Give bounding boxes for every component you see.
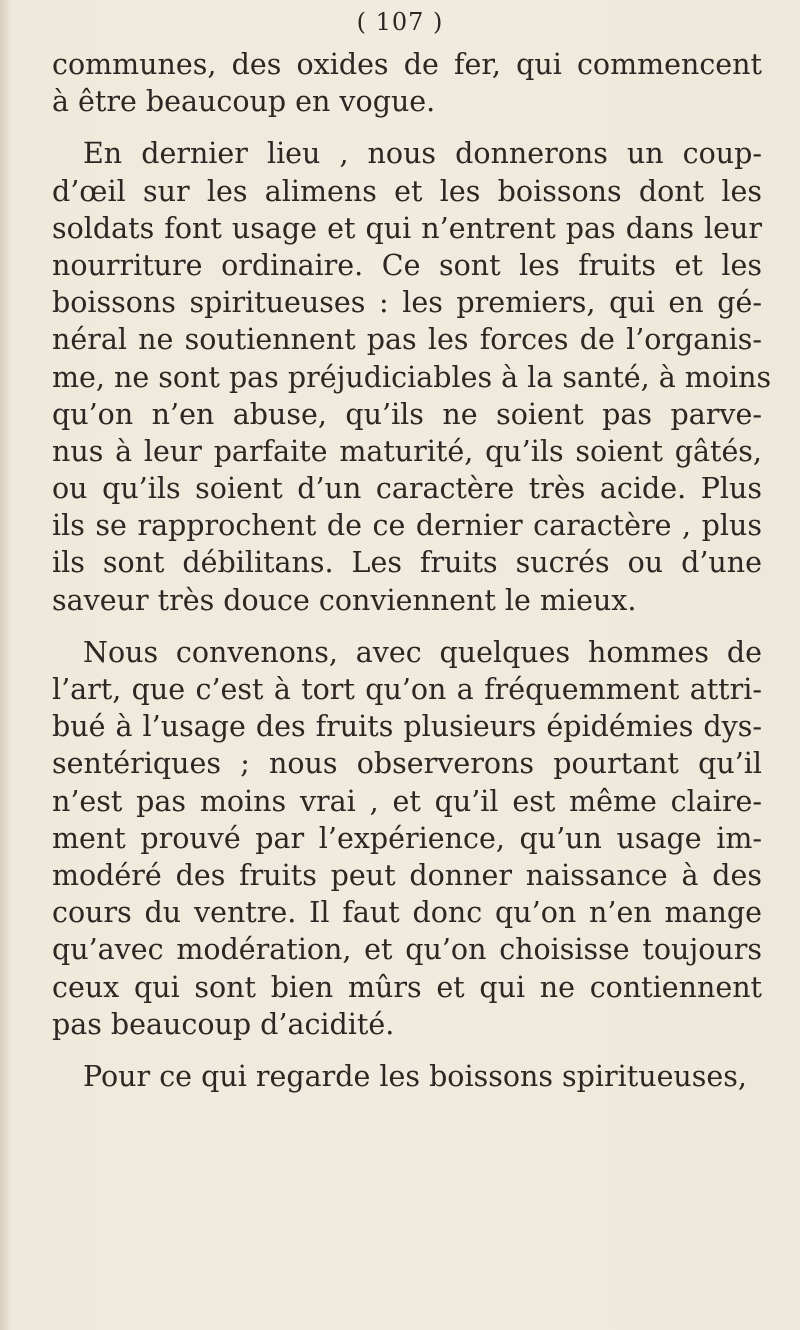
text-line: à être beaucoup en vogue. [52,85,436,119]
text-line: ment prouvé par l’expérience, qu’un usage im- [52,821,762,855]
page-number: ( 107 ) [356,8,444,36]
text-line: n’est pas moins vrai , et qu’il est même claire- [52,784,762,818]
text-line: ils sont débilitans. Les fruits sucrés ou d’une [52,546,762,580]
text-line: saveur très douce conviennent le mieux. [52,583,637,617]
text-line: ils se rapprochent de ce dernier caractère , plus [52,509,762,543]
text-line: qu’avec modération, et qu’on choisisse toujours [52,933,762,967]
text-line: cours du ventre. Il faut donc qu’on n’en mange [52,896,762,930]
text-line: me, ne sont pas préjudiciables à la santé, à moins [52,360,772,394]
text-line: qu’on n’en abuse, qu’ils ne soient pas parve- [52,397,762,431]
text-line: l’art, que c’est à tort qu’on a fréquemment attri- [52,673,762,706]
text-line: nus à leur parfaite maturité, qu’ils soient gâtés, [52,434,762,468]
paragraph-4 [52,1058,762,1095]
text-line: sentériques ; nous observerons pourtant qu’il [52,747,762,781]
text-line: ou qu’ils soient d’un caractère très acide. Plus [52,472,762,506]
page-binding-edge [0,0,10,1330]
paragraph-1 [52,46,762,120]
text-line: En dernier lieu , nous donnerons un coup- [83,137,762,171]
paragraph-2 [52,135,772,618]
text-line: néral ne soutiennent pas les forces de l’organis- [52,323,762,357]
text-line: d’œil sur les alimens et les boissons dont les [52,174,762,208]
text-line: Nous convenons, avec quelques hommes de [83,635,762,669]
text-line: ceux qui sont bien mûrs et qui ne contiennent [52,970,762,1004]
text-line: nourriture ordinaire. Ce sont les fruits et les [52,248,762,282]
text-line: modéré des fruits peut donner naissance à des [52,858,762,892]
text-line: boissons spiritueuses : les premiers, qui en gé- [52,286,762,320]
paragraph-3 [52,634,762,1043]
text-line: bué à l’usage des fruits plusieurs épidémies dys- [52,710,762,744]
text-line: soldats font usage et qui n’entrent pas dans leur [52,211,762,245]
body-text [52,46,772,1095]
text-line: pas beaucoup d’acidité. [52,1007,395,1041]
text-line: Pour ce qui regarde les boissons spiritueuses, [83,1059,747,1093]
text-line: communes, des oxides de fer, qui commencent [52,48,762,81]
